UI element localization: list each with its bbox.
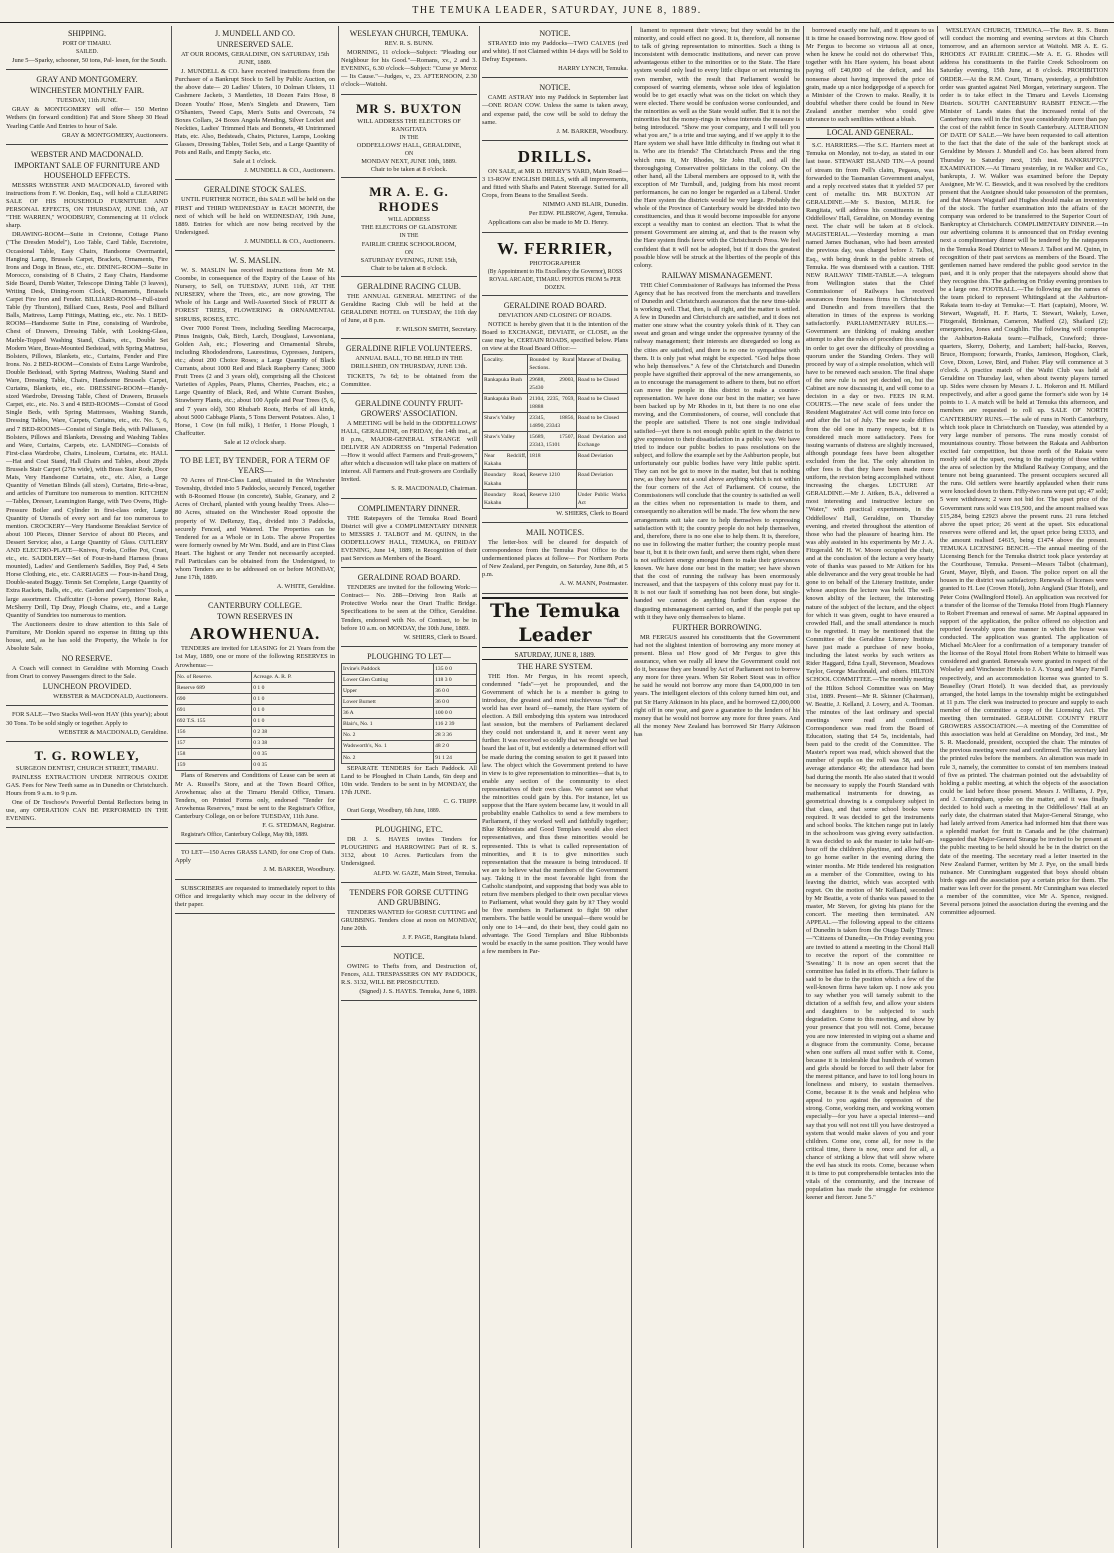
fair-body: GRAY & MONTGOMERY will offer— 150 Merino Wethers (in forward condition) Fat and Store Sheep 30 Head Yearling Cattle And Entries to hour of Sale. bbox=[6, 106, 168, 130]
local-general-heading: LOCAL AND GENERAL. bbox=[806, 127, 934, 139]
reserve-no: 157 bbox=[176, 738, 252, 749]
road-closing-ad bbox=[482, 298, 628, 523]
rowley-title: SURGEON DENTIST, CHURCH STREET, TIMARU. bbox=[15, 764, 159, 772]
registrar-signature: F. G. STEDMAN, Registrar. bbox=[262, 822, 335, 830]
maslin-ad bbox=[175, 253, 335, 451]
reserve-no: 690 bbox=[176, 693, 252, 704]
to-let-body: 70 Acres of First-Class Land, situated in the Winchester Township, divided into 5 Paddocks, securely Fenced, together with 8-Roomed House (in concrete), Stable, Granary, and 2 Acres of Orchard, planted with young healthy Trees. Also— 80 Acres, situated on the Winchester Road opposite the property of W. DeRenzy, Esq., divided into 3 Paddocks, securely Fenced, and Watered. The Properties can be Tendered for as a Whole or in Lots. The above Properties were formerly owned by Mr Wm. Budd, and are in First Class Heart. The highest or any Tender not necessarily accepted. Full Particulars can be obtained from the Undersigned, to whom Tenders are to be addressed on or before MONDAY, June 17th, 1889. bbox=[175, 477, 335, 582]
area: 116 2 39 bbox=[434, 719, 477, 730]
road-board-tender-ad bbox=[341, 570, 477, 647]
table-header-row bbox=[483, 355, 628, 374]
grass-body: TO LET—150 Acres GRASS LAND, for one Crop of Oats. Apply bbox=[175, 849, 335, 865]
dealing: Road Deviation bbox=[576, 451, 627, 470]
drills-signature: Per EDW. PILBROW, Agent, Temuka. bbox=[528, 210, 628, 218]
reserve-no: 692 T.S. 155 bbox=[176, 716, 252, 727]
rowley-name: T. G. ROWLEY, bbox=[34, 747, 140, 763]
paddock: Blair's, No. 1 bbox=[342, 719, 434, 730]
column-header: Locality. bbox=[483, 355, 528, 374]
subscribers-notice bbox=[175, 882, 335, 914]
sale-signature: J. MUNDELL & CO., Auctioneers. bbox=[244, 167, 335, 175]
to-let-signature: A. WHITE, Geraldine. bbox=[276, 583, 335, 591]
road-board-signature: W. SHIERS, Clerk to Board. bbox=[403, 633, 477, 641]
table-header-row bbox=[176, 671, 335, 682]
webster-macdonald-ad bbox=[6, 147, 168, 707]
notice-body: OWING to Thefts from, and Destruction of, Fences, ALL TRESPASSERS ON MY PADDOCK, R.S. 3132, WILL BE PROSECUTED. bbox=[341, 963, 477, 987]
paddock: Wadsworth's, No. 1 bbox=[342, 741, 434, 752]
table-row bbox=[176, 749, 335, 760]
dealing: Road to be Closed bbox=[576, 412, 627, 431]
racing-body: THE ANNUAL GENERAL MEETING of the Geraldine Racing Club will be held at the GERALDINE HOTEL on TUESDAY, the 11th day of June, at 8 p.m. bbox=[341, 292, 477, 325]
registrar-office: Registrar's Office, Canterbury College, May 8th, 1889. bbox=[181, 832, 309, 839]
table-row bbox=[342, 685, 477, 696]
mail-notices bbox=[482, 525, 628, 594]
college-heading: CANTERBURY COLLEGE. bbox=[208, 601, 302, 611]
rhodes-chair: Chair to be taken at 8 o'clock. bbox=[370, 264, 448, 272]
maslin-time: Sale at 12 o'clock sharp. bbox=[223, 438, 287, 446]
grass-land-ad bbox=[175, 846, 335, 879]
acreage: 0 0 35 bbox=[252, 760, 335, 771]
stock-sales-ad bbox=[175, 182, 335, 251]
town-reserves: TOWN RESERVES IN bbox=[217, 612, 293, 622]
local-general-body: S.C. HARRIERS.—The S.C. Harriers meet at Temuka on Monday, not to-day, as stated in our last issue. STEWART ISLAND TIN.—A pound of stream tin from Pell's claim, Pegasus, was forwarded to the Tasmanian Government analyst, and a reply received states that it yielded 57 per cent of metallic tin. MR BUXTON AT GERALDINE.—Mr S. Buxton, M.H.R. for Rangitata, will address his constituents in the Oddfellows' Hall, Geraldine, on Monday evening next. The chair will be taken at 8 o'clock. MAGISTERIAL.—Yesterday morning a man named James Buchanan, who had been arrested the previous day, was charged before J. Talbot, Esq., with being drunk in the public streets of Temuka. He was dismissed with a caution. THE NEW RAILWAY TIME-TABLE.—A telegram from Wellington states that the Chief Commissioner of Railways has received assurances from business firms in Christchurch and Dunedin and from travellers that the alteration in times of the express is working satisfactorily. PARLIAMENTARY RULES.—Government are thinking of making another attempt to alter the rules of procedure this session in order to get over the difficulty of providing a quorum under the Standing Orders. They will proceed by way of a simple resolution, which will have to be renewed each session. The final shape of the new rule is not yet decided on, but the Cabinet are now discussing it, and will come to a decision in a day or two. FEES IN R.M. COURTS.—The new scale of fees under the Resident Magistrates' Act will come into force on and after the 1st of July. The new scale differs from the old one in many respects, but it is considered much more satisfactory. Fees for issuing warrants of distress are slightly increased, although poundage fees have been altogether excluded from the list. The only alteration in other fees is that they have been made more uniform, the revision being accomplished without increasing the charges. LECTURE AT GERALDINE.—Mr J. Aitken, B.A., delivered a most interesting and instructive lecture on "Water," with practical experiments, in the Oddfellows' Hall, Geraldine, on Thursday evening, and riveted throughout the attention of those who had the pleasure of hearing him. He was ably assisted in his experiments by Mr J. A. Fitzgerald. Mr H. W. Moore occupied the chair, and at the conclusion of the lecture a very hearty vote of thanks was passed to Mr Aitken for his able deliverance and the very great trouble he had gone to on behalf of the Literary Institute, under whose auspices the lecture was held. The well-known ability of the lecturer, the interesting nature of the subject of the lecture, and the object for which it was given, ought to have ensured a crowded Hall, and the small attendance is much to be regretted. It may be mentioned that the Committee of the Geraldine Literary Institute have just made a purchase of new books, including the latest works by such writers as Rider Haggard, Edna Lyall, Stevenson, Meadows Taylor, George Macdonald, and others. HILTON SCHOOL COMMITTEE.—The monthly meeting of the Hilton School Committee was on May 31st, 1889. Present—Mr R. Skinner (Chairman), W. Beattie, J. Kelland, J. Lowry, and A. Tooman. The minutes of the last ordinary and special meetings were read and confirmed. Correspondence was read from the Board of Education, stating that £4 5s, incidentals, had been paid to the credit of the Committee. The Master's report was read, which showed that the number of pupils on the roll was 58, and the average attendance 49; the attendance had been bad during the month. He also stated that it would be necessary to supply the Fourth Standard with mathematical instruments for drawing, as geometrical drawing is a compulsory subject in that class, and that some school books were required. It was decided to get the instruments and school books. The kitchen range put in lately in the schoolroom was giving every satisfaction. It was decided to ask the master to take half-an-hour off the children's playtime, and allow them to go home earlier in the evening during the winter months. Mr Hide tendered his resignation as a member of the Committee, owing to his leaving the district, which was accepted with regret. On the motion of Mr Kelland, seconded by Mr Beattie, a vote of thanks was passed to the master, Mr Steven, for giving his piano for the concert. The meeting then terminated. AN APPEAL.—The following appeal to the citizens of Dunedin is taken from the Otago Daily Times:—"Citizens of Dunedin,—On Friday evening you are invited to attend a meeting in the Choral Hall to receive the report of the committee re 'Sweating.' It is now an open secret that the committee has failed in its efforts. Their failure is said to be due to the position which a few of the well-known firms have taken up. I now ask you to say whether you will tamely submit to the dictation of a selfish few, and allow your sisters and daughters to be subjected to such degradation. Come to this meeting, and show by your presence that you will not. Come, because you are now interested in wiping out a shame and a disgrace from the community. Come, because when one suffers all must suffer with it. Come, because it is intolerable that hundreds of women and girls should be forced to sell their labor for the merest pittance, and have to toil long hours in loneliness and misery, to sustain themselves. Come, because it is the weak and helpless who appeal to you against the oppression of the strong. Come, working men, and working women especially—for you have a special interest—and say that you will not rest till you have destroyed a system that would make slaves of you and your children. Come one, come all, for now is the critical time, there is now, once and for all, a chance of striking a blow that will show where the evil has stuck its roots. Come, because when it is time to put comprehensible tentacles into the vitals of the community, and the increase of population has made the struggle for existence keener and fiercer. June 5." bbox=[806, 142, 934, 1202]
reserve-no: 156 bbox=[176, 727, 252, 738]
paddock: No. 2 bbox=[342, 752, 434, 763]
table-row bbox=[342, 674, 477, 685]
dealing: Road to be Closed bbox=[576, 393, 627, 412]
borrowing-body: MR FERGUS assured his constituents that the Government had not the slightest intention of borrowing any more money at present. Bless us! How good of Mr Fergus to give this assurance, when we really all knew the Government could not do it, because they are bound by Act of Parliament not to borrow any more for three years. When Sir Robert Stout was in office he said he would not borrow any more than £4,000,000 in ten years. The intelligent electors of this colony turned him out, and put Sir Harry Atkinson in his place, and he borrowed £2,000,000 right off in one year, and gave a guarantee to the lenders of his money that he would not borrow any more for three years. And all the money New Zealand has borrowed Sir Harry Atkinson has bbox=[634, 633, 800, 738]
reserve-no: 159 bbox=[176, 760, 252, 771]
buxton-will: WILL ADDRESS THE ELECTORS OF RANGITATA bbox=[357, 117, 461, 133]
rhodes-on: ON bbox=[404, 249, 414, 256]
sale-time: Sale at 1 o'clock. bbox=[233, 158, 277, 166]
to-let-heading: TO BE LET, BY TENDER, FOR A TERM OF YEARS— bbox=[180, 456, 330, 476]
column-rule bbox=[803, 26, 804, 1548]
reserve-no: Reserve 689 bbox=[176, 682, 252, 693]
port-name: PORT OF TIMARU. bbox=[62, 41, 112, 47]
ferrier-title: PHOTOGRAPHER bbox=[529, 259, 581, 267]
acreage: 0 1 0 bbox=[252, 716, 335, 727]
editorial-continuation: liament to represent their views; but they would be in the minority, and could effect no good. It is, therefore, all nonsense to talk of giving representation to minorities. Such a thing is inconsistent with democratic institutions, and never can prove advantageous either to the minorities or to the State. The Hare system would only lead to every little clique or set returning its own member, with the result that Parliament would be composed of warring elements, whose sole idea of legislation would be to get exactly what was on the ticket on which they were elected. There would be confusion worse confounded, and the minorities as well as the State would suffer. But it is not the minorities but the money-rings in whose interests the measure is being introduced. "Show me your company, and I will tell you what you are," is a trite and true saying, and if we apply it to the Hare system we shall have little difficulty in finding out what it is. Who are its friends? The Christchurch Press and the ring which runs it, Mr Rhodes, Sir John Hall, and all the thoroughgoing Conservative politicians in the colony. On the other hand, all the Liberal members are opposed to it, with the exception of Mr Turnbull, and, judging from his most recent performances, he can no longer be regarded as a Liberal. Under the Hare system the districts would be very large. Probably the whole of the Province of Canterbury would be divided into two constituencies, and thus it would become impossible for anyone except a wealthy man to contest an election. That is what the present Government are aiming at, and that is the reason why the Hare system finds favor with the Christchurch Press. We feel confident that it will not be adopted, but if it does the greatest possible blow will be struck at the liberties of the people of this colony. bbox=[634, 27, 800, 269]
ploughing-heading: PLOUGHING TO LET— bbox=[367, 651, 451, 661]
rhodes-school: FAIRLIE CREEK SCHOOLROOM, bbox=[361, 240, 457, 248]
buxton-date: MONDAY NEXT, JUNE 10th, 1889. bbox=[361, 158, 457, 166]
hay-signature: WEBSTER & MACDONALD, Geraldine. bbox=[58, 728, 168, 736]
fruit-heading: GERALDINE COUNTY FRUIT-GROWERS' ASSOCIATION. bbox=[355, 398, 463, 418]
rhodes-ad bbox=[341, 180, 477, 277]
gorse-ad bbox=[341, 885, 477, 947]
rhodes-will: WILL ADDRESS bbox=[388, 217, 430, 224]
rifle-heading: GERALDINE RIFLE VOLUNTEERS. bbox=[345, 344, 473, 354]
sections: 21104, 2235, 7059, 18888 bbox=[528, 393, 576, 412]
ploughing-table bbox=[341, 663, 477, 764]
column-3 bbox=[341, 26, 477, 1548]
column-header: No. of Reserve. bbox=[176, 671, 252, 682]
acreage: 0 1 0 bbox=[252, 693, 335, 704]
grass-signature: J. M. BARKER, Woodbury. bbox=[263, 866, 335, 874]
maslin-body: W. S. MASLIN has received instructions from Mr M. Coombe, in consequence of the Expiry of the Lease of his Nursery, to Sell, on TUESDAY, JUNE 11th, AT THE NURSERY, where the Trees, etc., are now growing, The Whole of his Large and Well-Assorted Stock of FRUIT & FOREST TREES, FLOWERING & ORNAMENTAL SHRUBS, ROSES, ETC. bbox=[175, 266, 335, 323]
running-header: THE TEMUKA LEADER, SATURDAY, JUNE 8, 1889. bbox=[0, 0, 1114, 23]
arowhenua-body-2: Plans of Reserves and Conditions of Lease can be seen at Mr A. Russell's Store, and at the Town Board Office, Arowhenua; also at the Timaru Herald Office, Timaru. Tenders, on Printed Forms only, endorsed "Tender for Arowhenua Reserves," must be sent to the Registrar's Office, Canterbury College, on or before TUESDAY, 11th June. bbox=[175, 772, 335, 820]
area: 36 0 0 bbox=[434, 685, 477, 696]
table-row bbox=[483, 393, 628, 412]
borrowing-continuation: borrowed exactly one half, and it appears to us it is time he ceased borrowing now. How good of Mr Fergus to become so virtuous all at once, when he knew he could not do otherwise! This, together with his Hare system, his boast about paying off £40,000 of the deficit, and his nonsense about having improved the price of grain, made up a nice hodgepodge of a speech for a Minister of the Crown to make. Really, it is doubtful whether there could be found in New Zealand another member who could give utterance to such senilities without a blush. bbox=[806, 27, 934, 124]
table-row bbox=[483, 412, 628, 431]
rifle-volunteers-ad bbox=[341, 341, 477, 393]
locality: Shaw's Valley bbox=[483, 432, 528, 451]
wesleyan-heading: WESLEYAN CHURCH, TEMUKA. bbox=[349, 29, 469, 38]
locality: Near Redcliff, Kakahu bbox=[483, 451, 528, 470]
table-row bbox=[342, 697, 477, 708]
area: 28 3 36 bbox=[434, 730, 477, 741]
buxton-on: ON bbox=[404, 150, 414, 157]
road-board-subheading: DEVIATION AND CLOSING OF ROADS. bbox=[498, 311, 612, 319]
notice-heading: NOTICE. bbox=[539, 29, 571, 38]
dealing: Road Deviation bbox=[576, 470, 627, 489]
gorse-signature: J. F. PAGE, Rangitata Island. bbox=[402, 933, 477, 941]
advertiser-heading: J. MUNDELL AND CO. bbox=[215, 29, 295, 38]
dinner-heading: COMPLIMENTARY DINNER. bbox=[357, 503, 461, 513]
railway-body: THE Chief Commissioner of Railways has informed the Press Agency that he has received from the merchants and travellers of Dunedin and Christchurch assurances that the new time-table is working well. That, then, is all right, and the matter is settled. A few in Dunedin and Christchurch are satisfied, and it does not matter one straw what the country yokels think of it. They can sweat and groan and winge under the oppressive tyranny of the railway management; their interests are disregarded so long as the cities are satisfied, and there is no one to sympathise with them. It is only just what might be expected. "God helps those who help themselves." A few of the Christchurch and Dunedin people have signified their approval of the new arrangements, so as to encourage the management to adhere to them, but no effort can move the people in this district to make a counter-representation. We have done our best in the matter; we have been backed up by Mr Rhodes in it, but there is no one else moving, and the Commissioners, of course, will conclude that the people are satisfied. There is not one single individual satisfied—yet there is not enough public spirit in the district to give expression to their dissatisfaction in a public way. We have tried to induce our public bodies to pass resolutions on the subject, and follow the example set by the Ashburton people, but unfortunately our public bodies have very little public spirit. They can not be got to move in the matter, but that is nothing new, as they have not a soul above anything which is not within the four corners of the Act of Parliament. Of course, the Commissioners will conclude that the country is satisfied as well as the cities when no representation is made to them, and consequently no alteration will be made. The few whom the new arrangements suit take care to help themselves to expressing satisfaction with it; the country people do not help themselves, and, therefore, there is no one else to help them. It is, therefore, no use in following the matter further; the country people must bear it, but it is their own fault, and serve them right, when there is not sufficient energy amongst them to make their grievances known. We have done our best in the matter; we have shown that the cost of running the railway has been enormously increased, and that the taxpayers of this colony must pay for it. It is not our fault if something has not been done, but single-handed we cannot do anything further than expose the disgusting mismanagement carried on, and if the people put up with it they have only themselves to blame. bbox=[634, 281, 800, 621]
buxton-hall: ODDFELLOWS' HALL, GERALDINE, bbox=[356, 141, 462, 149]
sections: 15689, 17507, 23343, 15101 bbox=[528, 432, 576, 451]
column-1 bbox=[6, 26, 168, 1548]
drills-ad bbox=[482, 143, 628, 233]
wesleyan-pastor: REV. R. S. BUNN. bbox=[384, 40, 434, 47]
notice-body: STRAYED into my Paddocks—TWO CALVES (red and white). If not Claimed within 14 days will be Sold to Defray Expenses. bbox=[482, 40, 628, 64]
ball-title: ANNUAL BALL, TO BE HELD IN THE DRILLSHED, ON THURSDAY, JUNE 13th. bbox=[350, 355, 468, 371]
astray-notice bbox=[482, 80, 628, 140]
drills-body: ON SALE, at MR D. HENRY'S YARD, Main Road—3 13-ROW ENGLISH DRILLS, with all improvements, and fitted with Shafts and Patent Steerage. Suited for all Crops, from Beans to the Smallest Seeds. bbox=[482, 167, 628, 200]
ploughing-signature: C. G. TRIPP. bbox=[443, 798, 477, 805]
hay-body: FOR SALE—Two Stacks Well-won HAY (this year's); about 30 Tons. To be sold singly or together. Apply to bbox=[6, 711, 168, 727]
harrowing-ad bbox=[341, 822, 477, 882]
fruit-signature: S. R. MACDONALD, Chairman. bbox=[391, 485, 477, 493]
road-board-body: NOTICE is hereby given that it is the intention of the Board to EXCHANGE, DEVIATE, or CLOSE, as the case may be, CERTAIN ROADS, specified below. Plans on view at the Road Board Office:— bbox=[482, 320, 628, 353]
notice-heading: NOTICE. bbox=[393, 952, 425, 962]
paddock: Lower Burnett bbox=[342, 697, 434, 708]
coach-note: A Coach will connect in Geraldine with Morning Coach from Orari to convey Passengers direct to the Sale. bbox=[6, 665, 168, 681]
ferrier-ad bbox=[482, 235, 628, 296]
paddock: 36 A bbox=[342, 708, 434, 719]
sale-note: The Auctioneers desire to draw attention to this Sale of Furniture, Mr Donkin spared no expense in fitting up this house, and, as he has sold the Property, the Whole is for Absolute Sale. bbox=[6, 620, 168, 653]
harrowing-heading: PLOUGHING, ETC. bbox=[375, 825, 443, 835]
fair-title: WINCHESTER MONTHLY FAIR. bbox=[29, 86, 145, 96]
column-4 bbox=[482, 26, 628, 1548]
locality: Boundary Road, Kakahu bbox=[483, 470, 528, 489]
column-rule bbox=[171, 26, 172, 1548]
table-row bbox=[176, 727, 335, 738]
paddock: Lower Glen Cutting bbox=[342, 674, 434, 685]
table-row bbox=[176, 693, 335, 704]
ferrier-name: W. FERRIER, bbox=[497, 238, 613, 258]
dealing: Road to be Closed bbox=[576, 374, 627, 393]
luncheon: LUNCHEON PROVIDED. bbox=[42, 682, 132, 692]
acreage: 0 3 38 bbox=[252, 738, 335, 749]
racing-heading: GERALDINE RACING CLUB. bbox=[357, 281, 461, 291]
subscribers-body: SUBSCRIBERS are requested to immediately report to this Office and irregularity which may occur in the delivery of their paper. bbox=[175, 884, 335, 908]
table-row bbox=[483, 451, 628, 470]
area: 91 1 24 bbox=[434, 752, 477, 763]
drills-firm: NIMMO AND BLAIR, Dunedin. bbox=[542, 201, 628, 209]
notice-signature: J. M. BARKER, Woodbury. bbox=[556, 127, 628, 135]
column-header: Acreage. A. R. P. bbox=[252, 671, 335, 682]
road-board-body: TENDERS are invited for the following Work:— Contract— No. 288—Driving Iron Rails at Protective Works near the Orari Traffic Bridge. Specifications to be seen at the Office, Geraldine. Tenders, endorsed with No. of Contract, to be in before 10 a.m. on MONDAY, the 10th June, 1889. bbox=[341, 584, 477, 632]
harrowing-signature: ALFD. W. GAZE, Main Street, Temuka. bbox=[373, 869, 477, 877]
rowley-body: PAINLESS EXTRACTION UNDER NITROUS OXIDE GAS. Fees for New Teeth same as in Dunedin or Christchurch. Hours from 9 a.m. to 9 p.m. bbox=[6, 773, 168, 798]
fair-signature: GRAY & MONTGOMERY, Auctioneers. bbox=[61, 131, 168, 139]
sections: Reserve 1210 bbox=[528, 489, 576, 508]
sections: 1818 bbox=[528, 451, 576, 470]
fruit-body: A MEETING will be held in the ODDFELLOWS' HALL, GERALDINE, on FRIDAY, the 14th inst., at 8 p.m., MAJOR-GENERAL STRANGE will DELIVER AN ADDRESS on "Imperial Federation—How it would affect Farmers and Fruit-growers," after which a discussion will take place on matters of interest. All Farmers and Fruit-growers are Cordially Invited. bbox=[341, 419, 477, 484]
stock-body: UNTIL FURTHER NOTICE, this SALE will be held on the FIRST and THIRD WEDNESDAY in EACH MONTH, the next of which will be held on WEDNESDAY, 19th June, 1889. Entries for which are now being received by the Undersigned. bbox=[175, 196, 335, 236]
arowhenua-body: TENDERS are invited for LEASING for 21 Years from the 1st May, 1889, one or more of the following RESERVES in Arowhenua:— bbox=[175, 645, 335, 669]
acreage: 0 0 35 bbox=[252, 749, 335, 760]
drills-heading: DRILLS. bbox=[517, 146, 593, 166]
shipping-notice bbox=[6, 26, 168, 70]
dealing: Road Deviation and Exchange bbox=[576, 432, 627, 451]
column-rule bbox=[631, 26, 632, 1548]
gorse-heading: TENDERS FOR GORSE CUTTING AND GRUBBING. bbox=[349, 887, 469, 907]
road-board-heading: GERALDINE ROAD BOARD. bbox=[357, 573, 461, 583]
locality: Rankapuka Bush bbox=[483, 393, 528, 412]
road-board-signature: W. SHIERS, Clerk to Board bbox=[556, 509, 628, 517]
local-general-continuation: WESLEYAN CHURCH, TEMUKA.—The Rev. R. S. Bunn will conduct the morning and evening services at this Church tomorrow, and an afternoon service at Waitohi. MR A. E. G. RHODES AT FAIRLIE CREEK.—Mr A. E. G. Rhodes will address his constituents in the Fairlie Creek Schoolroom on Saturday evening, 15th June, at 8 o'clock. PROHIBITION ORDER.—At the R.M. Court, Timaru, yesterday, a prohibition order was granted against Neil Morgan, veterinary surgeon. The order is to take effect in the Timaru and Levels Licensing Districts. SOUTH CANTERBURY RABBIT FENCE.—The Minister of Lands states that the increased rental of the Canterbury runs will in the first year considerably more than pay the cost of the rabbit fence in South Canterbury. ALTERATION OF DATE OF SALE.—We have been requested to call attention to the fact that the date of the sale of the bankrupt stock at Geraldine by Messrs J. Mundell and Co. has been altered from Thursday to Saturday next, 15th inst. BANKRUPTCY EXAMINATION.—At Timaru yesterday, in re Walker and Co., bankrupts, J. W. Walker was examined before the Deputy Assignee, Mr W. C. Beswick, and it was resolved by the creditors present that the Assignee should take possession of the premises, and that Messrs Wagstaff and Hughes should make an inventory of the stock. The further examination into the affairs of the company was ordered to be transferred to the Superior Court of Bankruptcy at Christchurch. COMPLIMENTARY DINNER.—In our advertising columns it is announced that on Friday evening next a complimentary dinner will be tendered by the ratepayers in the Temuka Road District to Messrs J. Talbot and M. Quinn, in recognition of their past services as members of the Board. The gentlemen named have rendered the public good service in the past, and it is only proper that the ratepayers should show that they recognise this. The gathering on Friday evening promises to be a large one. FOOTBALL.—The following are the names of the team picked to represent Whitingsland at the Ashburton-Rakaia team to-day at Temuka:—T. Hart (captain), Moore, W. Stewart, Wagstaff, H. F. Harts, T. Stewart, Wakely, Lowe, Fitzgerald, Brinkman, Cameron, Mafferd (2), Shailard (2); emergencies, Jones and Coughlin. The following will comprise the Ashburton-Rakaia team:—Fullback, Crawford; three-quarters, Skerry, Doherty, and Lambert; half-backs, Reeves, Bruce, Hompson; forwards, Franks, Jamieson, Hogdson, Clark, Cove, Dixon, Lowe, Bird, and Fisher. Play will commence at 3 o'clock. A practice match of the Waihi Club was held at Geraldine on Thursday last, when about twenty players turned up. Sides were chosen by Messrs J. L. Hokeron and H. Millard respectively, and after a good game the former's side won by 14 points to 1. A match will be held at Temuka this afternoon, and members are requested to roll up. SALE OF NORTH CANTERBURY RUNS.—The sale of runs in North Canterbury, which took place in Christchurch on Tuesday, was attended by a very large number of persons. The runs mostly consist of mountainous country. Those between the Rakaia and Ashburton excited fair competition, but those north of the Rakaia were mostly sold at the upset, owing to the majority of those within the area of selection by the Midland Railway Company, and the tenure not being guaranteed. The present occupiers secured all the runs. Old settlers were heartily applauded when their runs were knocked down to them. Fifty-two runs were put up; 47 sold; 5 were withdrawn; 2 were not bid for. The upset price of the Government runs sold was £19,500, and the amount realised was £15,284, being £2923 above the present runs. 21 runs fetched above the upset price; 26 went at the upset. Six educational reserves were offered and let, the upset price being £3333, and the amount realised £4615, being £1474 above the present. TEMUKA LICENSING BENCH.—The annual meeting of the Licensing Bench for the Temuka district took place yesterday at the Courthouse, Temuka. Present—Messrs Talbot (chairman), Grant, Mayer, Blyth, and Esson. The police report on all the houses in the district was satisfactory. Renewals of licenses were granted to H. Lee (Crown Hotel), John Angland (Star Hotel), and Peter Coira (Wallingford Hotel). An application was received for a transfer of the license of the Temuka Hotel from Hugh Flannery to Robert Freeman and renewal of same. Mr Aspinal appeared in support of the application, the police offered no objection and reported favorably upon the manner in which the house was conducted. The application was granted. The application of Michael McAleer for a confirmation of a temporary transfer of the license of the Royal Hotel from Robert White to himself was considered and granted. Renewals were granted in respect of the Wolseley and Winchester Hotels to J. A. Young and Mary Farrell respectively, and an accommodation license was granted to S. Beaselley (Orari Hotel). It was decided that, as previously arranged, the hotel lamps in the township might be extinguished at 11 p.m. The clerk was instructed to procure and supply to each member of the committee a copy of the Licensing Act. The meeting then terminated. GERALDINE COUNTY FRUIT GROWERS ASSOCIATION.—A meeting of the Committee of this association was held at Geraldine on Monday, 3rd inst., Mr S. R. Macdonald, president, occupied the chair. The minutes of the previous meeting were read and confirmed. The secretary laid the printed rules before the members. An alteration was made in rule 3, namely, the committee to consist of ten members instead of five as printed. The chairman pointed out the advisability of holding a public meeting, at which the objects of the association could be laid before those present. Messrs J. Williams, J. Pye, and J. Cunningham, spoke on the matter, and it was finally decided to hold such a meeting in the Oddfellows' Hall at an early date, the chairman stated that Major-General Strange, who had lately arrived from America had informed him that there was a splendid market for fruit in Canada and he (the chairman) suggested that Major-General Strange be invited to be present at the public meeting to be held should he be in the district on the date of the meeting. The secretary read a letter inserted in the New Zealand Farmer, written by Mr J. Pye, on the small birds nuisance. Mr Cunningham suggested that boys should obtain birds eggs and the association pay a certain price for them. The matter was left over for the present. Mr Cunningham was elected a member of the committee, vice Mr A. Spence, resigned. Several persons joined the association during the evening and the committee adjourned. bbox=[940, 27, 1108, 917]
no-reserve: NO RESERVE. bbox=[61, 654, 113, 664]
dinner-ad bbox=[341, 501, 477, 569]
reserve-no: 158 bbox=[176, 749, 252, 760]
railway-heading: RAILWAY MISMANAGEMENT. bbox=[661, 270, 773, 280]
table-row bbox=[342, 719, 477, 730]
ploughing-ad bbox=[341, 649, 477, 820]
rowley-note: One of Dr Teschow's Powerful Dental Reflectors being in use, any OPERATION CAN BE PERFORMED IN THE EVENING. bbox=[6, 799, 168, 823]
rhodes-in: IN THE bbox=[399, 233, 419, 240]
paddock: Irvine's Paddock bbox=[342, 663, 434, 674]
rhodes-who: THE ELECTORS OF GLADSTONE bbox=[361, 224, 457, 232]
area: 36 0 0 bbox=[434, 697, 477, 708]
road-board-heading: GERALDINE ROAD BOARD. bbox=[503, 300, 607, 310]
area: 135 0 0 bbox=[434, 663, 477, 674]
area: 118 3 0 bbox=[434, 674, 477, 685]
sections: 29688, 29003, 25430 bbox=[528, 374, 576, 393]
stock-signature: J. MUNDELL & CO., Auctioneers. bbox=[244, 237, 335, 245]
sale-title: IMPORTANT SALE OF FURNITURE AND HOUSEHOLD EFFECTS. bbox=[14, 160, 160, 180]
table-row bbox=[176, 716, 335, 727]
issue-date: SATURDAY, JUNE 8, 1889. bbox=[482, 651, 628, 660]
ploughing-body: SEPARATE TENDERS for Each Paddock. All Land to be Ploughed in Chain Lands, 6in deep and 10in wide. Tenders to be sent in by MONDAY, the 17th JUNE. bbox=[341, 764, 477, 796]
table-row bbox=[176, 704, 335, 715]
table-row bbox=[176, 738, 335, 749]
mundell-sale-ad bbox=[175, 26, 335, 180]
table-row bbox=[483, 432, 628, 451]
fruit-growers-ad bbox=[341, 396, 477, 499]
ferrier-body: (By Appointment to His Excellency the Governor), ROSS ROYAL ARCADE, TIMARU. PHOTOS FROM 5s PER DOZEN. bbox=[487, 268, 623, 291]
table-row bbox=[176, 682, 335, 693]
column-rule bbox=[937, 26, 938, 1548]
buxton-chair: Chair to be taken at 8 o'clock. bbox=[370, 166, 448, 174]
strayed-notice bbox=[482, 26, 628, 78]
column-5 bbox=[634, 26, 800, 1548]
area: 48 2 0 bbox=[434, 741, 477, 752]
sailed-label: SAILED. bbox=[75, 49, 99, 56]
table-row bbox=[483, 489, 628, 508]
borrowing-heading: FURTHER BORROWING. bbox=[672, 622, 762, 632]
newspaper-title: The Temuka Leader bbox=[482, 597, 628, 648]
column-rule bbox=[479, 26, 480, 1548]
harrowing-body: DR J. S. HAYES invites Tenders for PLOUGHING and HARROWING Part of R. S. 3132, about 10 Acres. Particulars from the Undersigned. bbox=[341, 836, 477, 868]
locality: Rankapuka Bush bbox=[483, 374, 528, 393]
sections: 23345, 18856, 14890, 23343 bbox=[528, 412, 576, 431]
wesleyan-body: MORNING, 11 o'clock—Subject: "Pleading our Neighbour for his Good."—Romans, xv., 2 and 3. EVENING, 6.30 o'clock—Subject: "Curse ye Meroz — Its Cause."—Judges, v., 23. AFTERNOON, 2.30 o'clock—Waitohi. bbox=[341, 49, 477, 89]
paddock: No. 2 bbox=[342, 730, 434, 741]
column-header: Manner of Dealing. bbox=[576, 355, 627, 374]
stock-heading: GERALDINE STOCK SALES. bbox=[203, 185, 307, 195]
mail-heading: MAIL NOTICES. bbox=[526, 527, 584, 537]
rhodes-heading: MR A. E. G. RHODES bbox=[369, 184, 449, 215]
gorse-body: TENDERS WANTED for GORSE CUTTING and GRUBBING. Tenders close at noon on MONDAY, June 20th. bbox=[341, 908, 477, 932]
paddock: Upper bbox=[342, 685, 434, 696]
racing-signature: F. WILSON SMITH, Secretary. bbox=[396, 326, 477, 334]
acreage: 0 2 38 bbox=[252, 727, 335, 738]
roads-table bbox=[482, 354, 628, 509]
advertiser-heading: GRAY AND MONTGOMERY. bbox=[36, 75, 138, 85]
notice-signature: (Signed) J. S. HAYES. Temuka, June 6, 1889. bbox=[359, 988, 477, 996]
dealing: Under Public Works Act bbox=[576, 489, 627, 508]
acreage: 0 1 0 bbox=[252, 682, 335, 693]
buxton-in: IN THE bbox=[399, 134, 419, 141]
sale-intro: MESSRS WEBSTER AND MACDONALD, favored with instructions from F. W. Donkin, Esq., will hold a CLEARING SALE OF HIS HOUSEHOLD FURNITURE AND PERSONAL EFFECTS, ON THURSDAY, JUNE 13th, AT "THE WARREN," WOODBURY, Commencing at 11 o'clock sharp. bbox=[6, 181, 168, 230]
table-row bbox=[342, 708, 477, 719]
sale-title: UNRESERVED SALE. bbox=[216, 40, 294, 49]
gray-montgomery-ad bbox=[6, 72, 168, 144]
mail-body: The letter-box will be cleared for despatch of correspondence from the Temuka Post Office to the undermentioned places at follow— For Northern Ports of New Zealand, per Penguin, on Saturday, June 8th, at 5 p.m. bbox=[482, 538, 628, 579]
editorial-body: THE Hon. Mr Fergus, in his recent speech, condemned "fads"—yet he propounded, and the Government of which he is a member is going to introduce, the greatest and most mischievous "fad" the world has ever heard of—namely, the Hare system of election. A Bill embodying this system was introduced last session, but the members of Parliament declared they could not understand it, and it never went any further. It was received so coldly that we thought we had heard the last of it, but evidently a determined effort will be made during the coming session to get it passed into law. The object which the Government pretend to have in view is to give representation to minorities—that is, to enable any section of the community to elect representatives of their own class. We cannot see what the minorities could gain by this. For instance, let us suppose that the Hare system became law, it would in all probability enable Catholics to send a few members to Parliament, if they worked well and faithfully together; Blue Ribbonists and Good Templars would also elect representatives, and thus these minorities would be represented. This is what is called representation of minorities, and it is to give minorities such representation that the measure is being introduced. If we are to believe what the members of the Government say. Taking it in the most favorable light from the Catholic standpoint, and supposing that body was able to return five members pledged to their own peculiar views to Parliament, what would they gain by it? They would be five members in Parliament to fight 90 other members. The battle would be unequal—there would be only one to 14—and, do their best, they could gain no advantage. The Good Templars and Blue Ribbonists would be exactly in the same position. They would have a few members in Par- bbox=[482, 672, 628, 955]
column-2 bbox=[175, 26, 335, 1548]
table-row bbox=[342, 752, 477, 763]
notice-body: CAME ASTRAY into my Paddock in September last—ONE ROAN COW. Unless the same is taken away, and expense paid, the cow will be sold to defray the same. bbox=[482, 94, 628, 126]
table-row bbox=[483, 374, 628, 393]
reserve-no: 691 bbox=[176, 704, 252, 715]
canterbury-college-ad bbox=[175, 598, 335, 844]
buxton-ad bbox=[341, 97, 477, 179]
to-let-ad bbox=[175, 453, 335, 596]
ball-tickets: TICKETS, 7s 6d; to be obtained from the Committee. bbox=[341, 372, 477, 388]
ploughing-date: Orari Gorge, Woodbury, 6th June, 1889. bbox=[347, 808, 441, 815]
table-row bbox=[176, 760, 335, 771]
sailed-text: June 5—Sparky, schooner, 50 tons, Pal- lesen, for the South. bbox=[12, 57, 167, 65]
hay-ad bbox=[6, 708, 168, 741]
racing-club-ad bbox=[341, 279, 477, 339]
sections: Reserve 1210 bbox=[528, 470, 576, 489]
column-7 bbox=[940, 26, 1108, 1548]
advertiser-heading: W. S. MASLIN. bbox=[229, 255, 281, 265]
table-row bbox=[483, 470, 628, 489]
trespass-notice bbox=[341, 949, 477, 1001]
maslin-list: Over 7000 Forest Trees, including Seedling Macrocarpa, Pinus Insignis, Oak, Birch, Larch, Douglassi, Lawsoniana, Golden Ash, etc.; Flowering and Ornamental Shrubs, including Rhododendrons, Laurestinus, Cypresses, Junipers, etc.; about 200 Choice Roses; a Large Quantity of Black Currants, about 1000 Red and Black Raspberry Canes; 3000 Fruit Trees (2 and 3 years old), comprising all the Choicest Varieties of Apples, Pears, Plums, Cherries, Peaches, etc.; a Large Quantity of Black, Red, and White Currant Bushes, Strawberry Plants, etc.; about 100 Apple and Pear Trees (5, 6, and 7 years old), 300 Rhubarb Roots, Herbs of all kinds, about 5000 Cabbage Plants, 5 Tons Derwent Potatoes. Also, 1 Horse, 1 Cow (in full milk), 1 Heifer, 1 Horse Plough, 1 Chaffcutter. bbox=[175, 324, 335, 437]
notice-heading: NOTICE. bbox=[539, 83, 571, 93]
wesleyan-ad bbox=[341, 26, 477, 95]
rowley-ad bbox=[6, 744, 168, 829]
column-6 bbox=[806, 26, 934, 1548]
advertiser-heading: WEBSTER AND MACDONALD. bbox=[30, 149, 144, 159]
acreage: 0 1 0 bbox=[252, 704, 335, 715]
dinner-body: THE Ratepayers of the Temuka Road Board District will give a COMPLIMENTARY DINNER to MESSRS J. TALBOT and M. QUINN, in the ODDFELLOWS' HALL, TEMUKA, on FRIDAY EVENING, June 14, 1889, in Recognition of their past Services as Members of the Board. bbox=[341, 514, 477, 563]
sale-items: DRAWING-ROOM—Suite in Cretonne, Cottage Piano ("The Dresden Model"), Loo Table, Card Table, Escretoire, Occasional Table, Easy Chairs, Handsome Overmantel, Hanging Lamp, Brussels Carpet, Brackets, Ornaments, Fire Irons and Dogs in Brass, etc., etc. DINING-ROOM—Suite in Morocco, consisting of 8 Chairs, 2 Easy Chairs, Handsome Side Board, Dumb Waiter, Telescope Dining Table (3 leaves), Writing Desk, Dining-room Clock, Ornaments, Brussels Carpet Fire Iron and Fender. BILLIARD-ROOM—Full-sized Table (by Thurston), Billiard Cues, Rests, Pool and Billiard Balls, Mattress, Lamp Fittings, Matting, etc., etc. No. 1 BED-ROOM—Handsome Suite in Pine, consisting of Wardrobe, Chest of Drawers, Dressing Table, with Looking-Glass, Marble-Topped Washing Stand, Chairs, etc., Double Set Modern Ware, Brass-Mounted Bedstead, with Spring Mattress, Bolsters, Pillows, Blankets, etc., Curtains, Fender and Fire Irons. No. 2 BED-ROOM—Consists of Extra Large Wardrobe, Double Bedstead, with Spring Mattress, Washing Stand and Ware, Dressing Table, Chairs, Handsome Brussels Carpet, Curtains, Blankets, etc., etc. DRESSING-ROOM—Handy-sized Wardrobe, Dressing Table, Chest of Drawers, Brussels Carpet, etc., etc. No. 3 and 4 BED-ROOMS—Consist of Good Single Beds, with Spring Mattresses, Washing Stands, Dressing Tables, Ware, Carpets, Curtains, etc., etc. No. 5, 6, and 7 BED-ROOMS—Consist of Single Beds, with Palliasses, Bolsters, Pillows and Blankets, Dressing and Washing Tables and Ware, Curtains, Carpets, etc. LANDING—Consists of First-class Wardrobe, Chairs, Linoleum, Curtains, etc. HALL—Hat and Coat Stand, Hall Chairs and Tables, about 28yds Brussels Stair Carpet (27in wide), with Brass Stair Rods, Door Mats, Very Handsome Curtains, etc., etc. Also, a Large Quantity of Venetian Blinds (all sizes), Curtains, Bric-a-brac, and articles of Furniture too numerous to mention. KITCHEN—Tables, Dresser, Leamington Range, with Two Ovens, High-Pressure Boiler and Cylinder in first-class order, Large Quantity of Utensils of every sort and far too numerous to mention. CROCKERY—Very Handsome Breakfast Service of about 100 Pieces, Dinner Service of about 80 Pieces, and Dessert Service; also, a Large Quantity of Glass. CUTLERY AND ELECTRO-PLATE—Knives, Forks, Coffee Pot, Cruet, etc., etc. SADDLERY—Set of Four-in-hand Harness (brass mounted), Ladies' and Gentlemen's Saddles, Boy Pad, 4 Sets Horse Clothing, etc., etc. CARRIAGES — Four-in-hand Drag, Double-seated Buggy. Tennis Set Complete, Large Quantity of Extra Rackets, Balls, etc., etc. Garden and Carpenters' Tools, a large assortment. Chaffcutter (1-horse power), Horse Rake, McSherry Drill, Tip Dray, Plough Chains, etc., and a Large Quantity of Sundries too numerous to mention. bbox=[6, 231, 168, 619]
table-row bbox=[342, 730, 477, 741]
mail-signature: A. W. MANN, Postmaster. bbox=[559, 580, 628, 588]
locality: Boundary Road, Kakahu bbox=[483, 489, 528, 508]
sale-body: J. MUNDELL & CO. have received instructions from the Purchaser of a Bankrupt Stock to Sell by Public Auction, on the above date— 20 Ladies' Ulsters, 10 Dolman Ulsters, 11 Cashmere Jackets, 3 Mantlettes, 18 Dozen Fairs Hose, 8 Dozen Youths' Hose, Men's Singlets and Drawers, Tam O'Shanters, Tweed Caps, Men's Suits and Overcoats, 74 Boxes Collars, 24 Boxes Angola Mending, Silver Locket and Neckties, Ladies' Trimmed Hats and Bonnets, 48 Untrimmed Hats, etc. Also, Bedsteads, Chairs, Pictures, Lamps, Looking Glasses, Dressing Tables, Toilet Sets, and a Large Quantity of Pots and Rails, and Empty Sacks, etc. bbox=[175, 68, 335, 157]
locality: Shaw's Valley bbox=[483, 412, 528, 431]
drills-apply: Applications can also be made to Mr D. Henry. bbox=[488, 219, 609, 227]
reserves-table bbox=[175, 671, 335, 772]
sale-where: AT OUR ROOMS, GERALDINE, ON SATURDAY, 15th JUNE, 1889. bbox=[180, 51, 330, 67]
rhodes-date: SATURDAY EVENING, JUNE 15th, bbox=[360, 256, 458, 264]
editorial-heading: THE HARE SYSTEM. bbox=[517, 661, 593, 671]
column-header: Bounded by Rural Sections. bbox=[528, 355, 576, 374]
table-row bbox=[342, 741, 477, 752]
notice-signature: HARRY LYNCH, Temuka. bbox=[558, 65, 628, 73]
shipping-heading: SHIPPING. bbox=[67, 29, 106, 38]
column-rule bbox=[338, 26, 339, 1548]
sale-signature: WEBSTER & MACDONALD, Auctioneers. bbox=[53, 693, 168, 701]
arowhenua-title: AROWHENUA. bbox=[189, 624, 321, 644]
table-row bbox=[342, 663, 477, 674]
area: 100 0 0 bbox=[434, 708, 477, 719]
fair-date: TUESDAY, 11th JUNE. bbox=[56, 97, 118, 105]
buxton-heading: MR S. BUXTON bbox=[355, 100, 463, 116]
